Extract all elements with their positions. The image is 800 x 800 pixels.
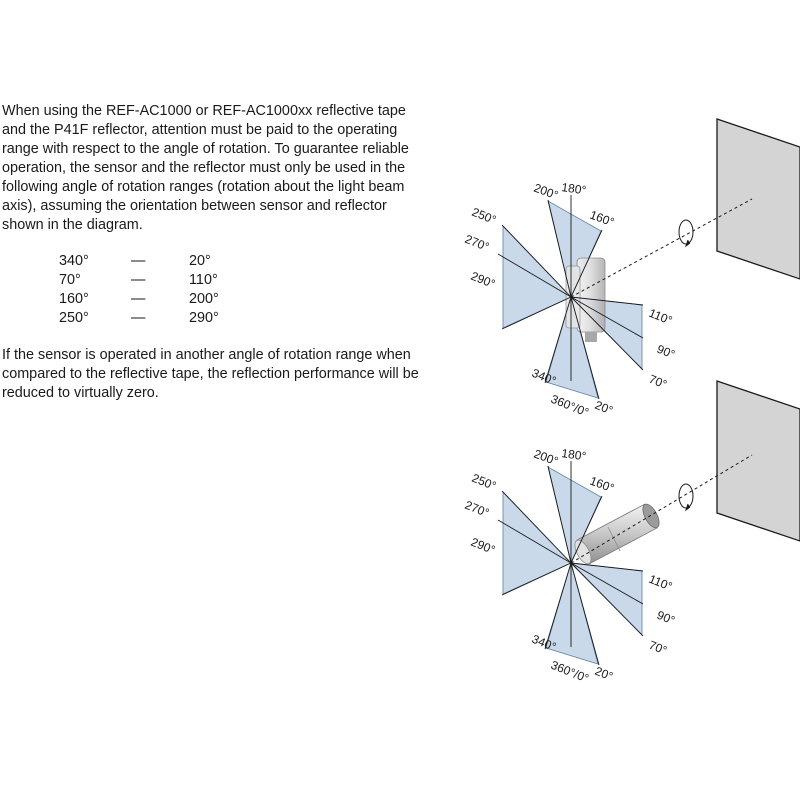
label-200: 200° bbox=[531, 180, 561, 203]
range-dash: — bbox=[131, 291, 146, 307]
label-270: 270° bbox=[462, 497, 492, 521]
range-from: 70° bbox=[59, 272, 81, 288]
label-290: 290° bbox=[468, 268, 498, 292]
range-to: 110° bbox=[189, 272, 218, 288]
diagram-top bbox=[463, 119, 800, 420]
label-110: 110° bbox=[646, 305, 675, 328]
label-200: 200° bbox=[531, 446, 561, 469]
range-from: 250° bbox=[59, 310, 89, 326]
label-160: 160° bbox=[587, 207, 617, 230]
label-20: 20° bbox=[592, 663, 615, 684]
acceptance-wedges bbox=[503, 467, 642, 664]
label-20: 20° bbox=[592, 397, 615, 418]
label-180: 180° bbox=[560, 180, 588, 198]
label-180: 180° bbox=[560, 446, 588, 464]
range-dash: — bbox=[131, 253, 146, 269]
label-360-0: 360°/0° bbox=[548, 391, 591, 420]
label-270: 270° bbox=[462, 231, 492, 255]
label-110: 110° bbox=[646, 571, 675, 594]
label-90: 90° bbox=[654, 607, 677, 628]
label-160: 160° bbox=[587, 473, 617, 496]
label-90: 90° bbox=[654, 341, 677, 362]
label-250: 250° bbox=[469, 470, 499, 494]
range-dash: — bbox=[131, 272, 146, 288]
reflector-panel bbox=[717, 119, 800, 279]
label-70: 70° bbox=[646, 637, 669, 658]
label-360-0: 360°/0° bbox=[548, 657, 591, 686]
intro-paragraph: When using the REF-AC1000 or REF-AC1000xx reflective tape and the P41F reflector, attention must be paid to the operating range with respect to the angle of rotation. To guarantee reliable operation, the sensor and the reflector must only be used in the following angle of rotation ranges (rotation about the light beam axis), assuming the orientation between sensor and reflector shown in the diagram. bbox=[2, 103, 409, 233]
range-dash: — bbox=[131, 310, 146, 326]
range-to: 200° bbox=[189, 291, 219, 307]
range-to: 20° bbox=[189, 253, 211, 269]
closing-paragraph: If the sensor is operated in another angle of rotation range when compared to the reflective tape, the reflection performance will be reduced to virtually zero. bbox=[2, 347, 419, 401]
label-250: 250° bbox=[469, 204, 499, 228]
range-to: 290° bbox=[189, 310, 219, 326]
label-70: 70° bbox=[646, 371, 669, 392]
label-340: 340° bbox=[529, 365, 559, 389]
range-from: 160° bbox=[59, 291, 89, 307]
reflector-panel bbox=[717, 381, 800, 541]
rotation-arrow-icon bbox=[679, 220, 693, 246]
diagram-bottom bbox=[463, 381, 800, 686]
range-from: 340° bbox=[59, 253, 89, 269]
label-290: 290° bbox=[468, 534, 498, 558]
label-340: 340° bbox=[529, 631, 559, 655]
